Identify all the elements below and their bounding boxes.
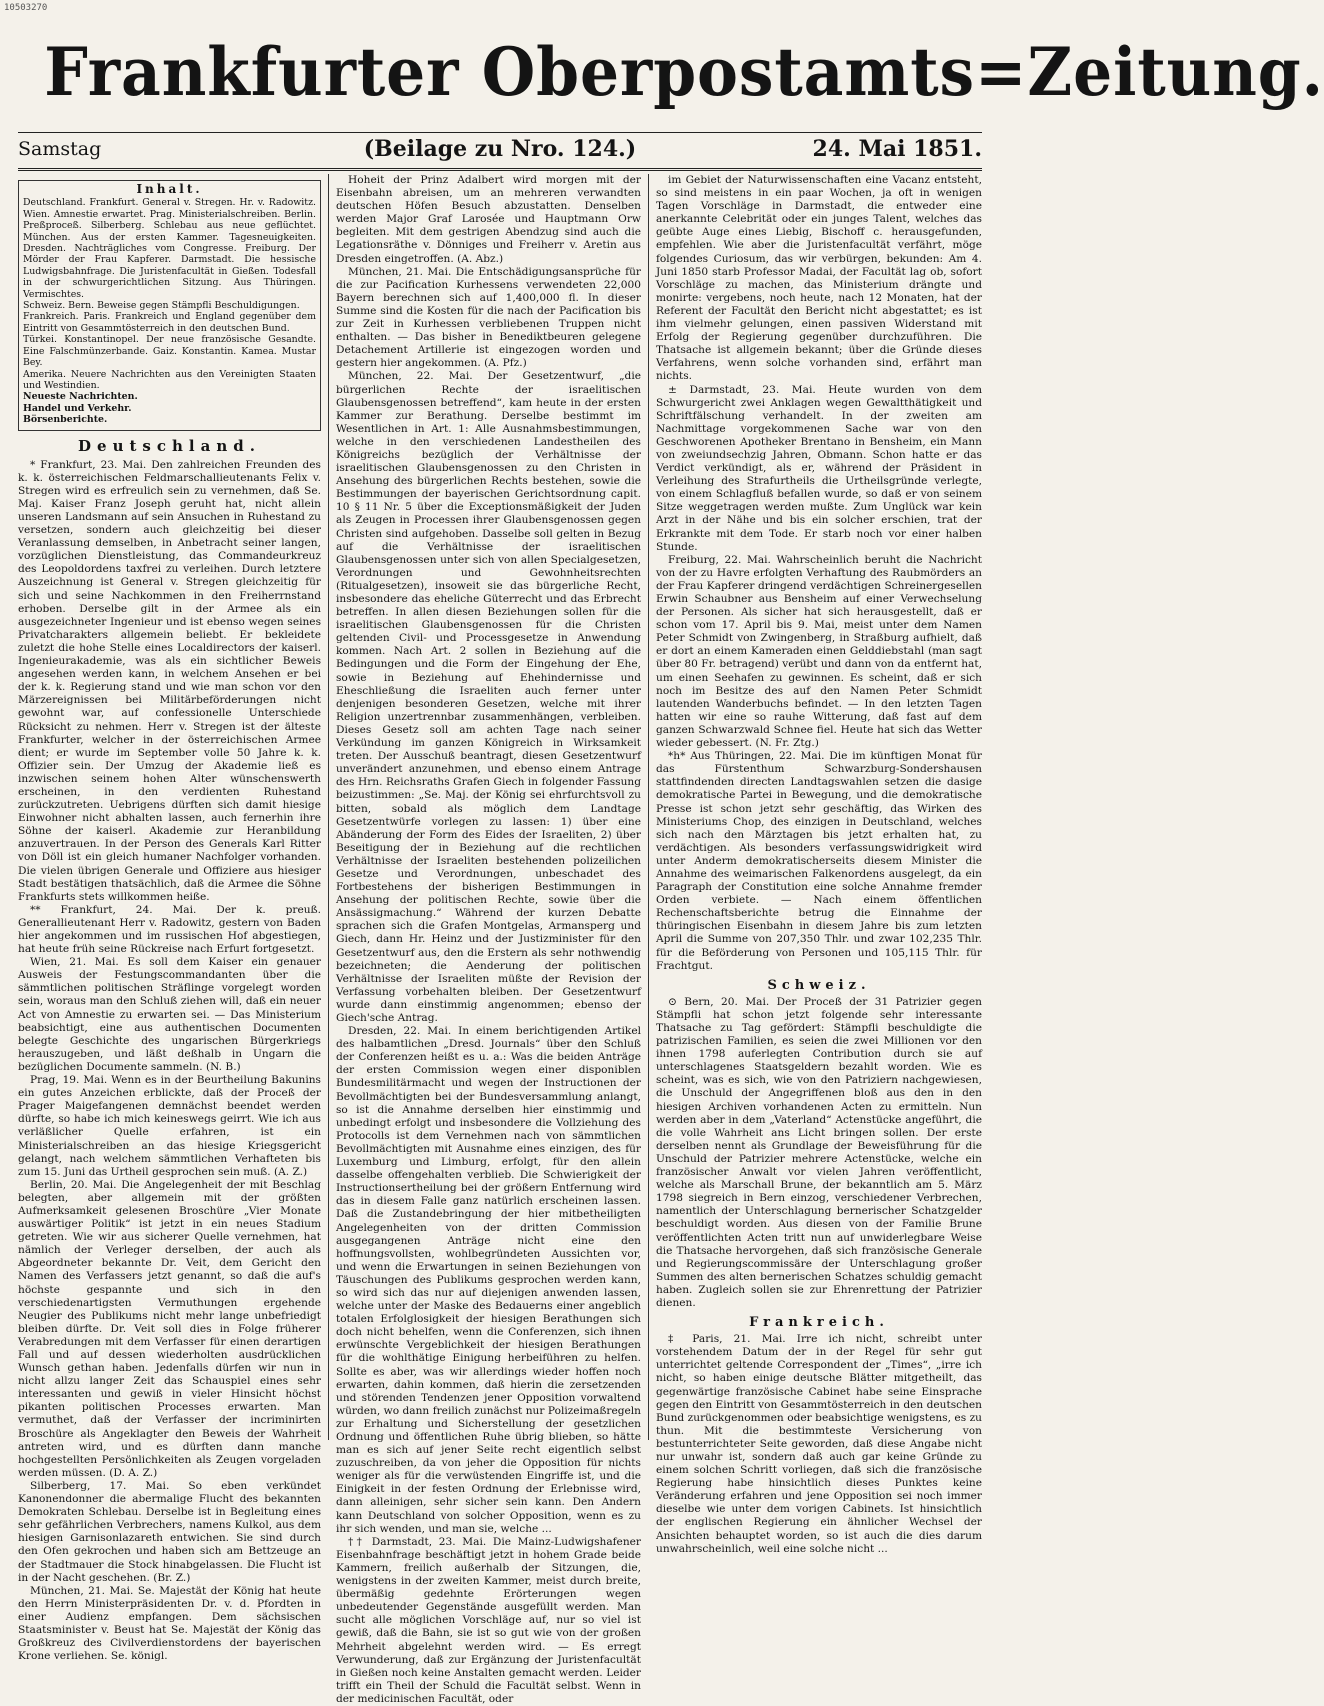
section-heading-deutschland: Deutschland. — [78, 436, 261, 455]
column-1 — [18, 174, 321, 1663]
article: Hoheit der Prinz Adalbert wird morgen mit der Eisenbahn abreisen, um an mehreren verwandten deutschen Höfen Besuch abzustatten. Denselben werden Major Graf Larosée und Hauptmann Orw begleiten. Mit dem gestrigen Abendzug sind auch die Legationsräthe v. Dönniges und Freiherr v. Aretin aus Dresden eingetroffen. (A. Abz.) — [336, 174, 641, 265]
article: *h* Aus Thüringen, 22. Mai. Die im künftigen Monat für das Fürstenthum Schwarzburg-Sondershausen stattfindenden directen Landtagswahlen setzen die dasige demokratische Partei in Bewegung, und die demokratische Presse ist schon jetzt sehr geschäftig, das Wirken des Ministeriums Chop, des einzigen in Deutschland, welches sich nach den Märztagen bis jetzt erhalten hat, zu verdächtigen. Als besonders verfassungswidrigkeit wird unter Anderm demokratischerseits diesem Minister die Annahme des weimarischen Falkenordens ausgelegt, da ein Paragraph der Constitution eine solche Annahme fremder Orden verbiete. — Nach einem öffentlichen Rechenschaftsberichte betrug die Einnahme der thüringischen Eisenbahn in diesem Jahre bis zum letzten April die Summe von 207,350 Thlr. und zwar 102,235 Thlr. für die Beförderung von Personen und 105,115 Thlr. für Frachtgut. — [656, 750, 982, 972]
article: Prag, 19. Mai. Wenn es in der Beurtheilung Bakunins ein gutes Anzeichen erblickte, daß der Proceß der Prager Maigefangenen demnächst beendet werden dürfte, so habe ich mich keineswegs geirrt. Wie ich aus verläßlicher Quelle erfahren, ist ein Ministerialschreiben an das hiesige Kriegsgericht gelangt, nach welchem sämmtlichen Verhafteten bis zum 15. Juni das Urtheil gesprochen sein muß. (A. Z.) — [18, 1074, 321, 1178]
dateline-date: 24. Mai 1851. — [812, 136, 982, 162]
dateline — [18, 136, 982, 164]
article: München, 21. Mai. Die Entschädigungsansprüche für die zur Pacification Kurhessens verwendeten 22,000 Bayern berechnen sich auf 1,400,000 fl. In dieser Summe sind die Kosten für die nach der Pacification bis zur Zeit in Kurhessen verbliebenen Truppen nicht enthalten. — Das bisher in Benediktbeuren gelegene Detachement Artillerie ist eingezogen worden und gestern hier angekommen. (A. Pfz.) — [336, 265, 641, 370]
article: München, 22. Mai. Der Gesetzentwurf, „die bürgerlichen Rechte der israelitischen Glaubensgenossen betreffend“, kam heute in der ersten Kammer zur Berathung. Derselbe bestimmt im Wesentlichen in Art. 1: Alle Ausnahmsbestimmungen, welche in den verschiedenen Landestheilen des Königreichs bezüglich der Verhältnisse der israelitischen Glaubensgenossen zu den Christen in Ansehung des bürgerlichen Rechts bestehen, sowie die Bestimmungen der bayerischen Gerichtsordnung capit. 10 § 11 Nr. 5 über die Exceptionsmäßigkeit der Juden als Zeugen in Processen ihrer Glaubensgenossen gegen Christen sind aufgehoben. Dasselbe soll gelten in Bezug auf die Verhältnisse der israelitischen Glaubensgenossen unter sich von allen Specialgesetzen, Verordnungen und Gewohnheitsrechten (Ritualgesetzen), insoweit sie das bürgerliche Recht, insbesondere das eheliche Güterrecht und das Erbrecht betreffen. In allen diesen Beziehungen sollen für die israelitischen Glaubensgenossen für die Christen geltenden Civil- und Processgesetze in Anwendung kommen. Nach Art. 2 sollen in Beziehung auf die Bedingungen und die Form der Eingehung der Ehe, sowie in Beziehung auf Ehehindernisse und Eheschließung die Israeliten auch ferner unter denjenigen besonderen Gesetzen, welche mit ihrer Religion unzertrennbar zusammenhängen, verbleiben. Dieses Gesetz soll am achten Tage nach seiner Verkündung im ganzen Königreich in Wirksamkeit treten. Der Ausschuß beantragt, diesen Gesetzentwurf unverändert anzunehmen, und ebenso einem Antrage des Hrn. Reichsraths Grafen Giech in folgender Fassung beizustimmen: „Se. Maj. der König sei ehrfurchtsvoll zu bitten, sobald als möglich dem Landtage Gesetzentwürfe vorlegen zu lassen: 1) über eine Abänderung der Form des Eides der Israeliten, 2) über Beseitigung der in Beziehung auf die rechtlichen Verhältnisse der Israeliten bestehenden polizeilichen Gesetze und Verordnungen, unbeschadet des Fortbestehens der bisherigen Bestimmungen in Ansehung der politischen Rechte, sowie über die Ansässigmachung.“ Während der kurzen Debatte sprachen sich die Grafen Montgelas, Armansperg und Giech, dann Hr. Heinz und der Justizminister für den Gesetzentwurf aus, den die Erstern als sehr nothwendig bezeichneten; die Aenderung der politischen Verhältnisse der Israeliten müßte der Revision der Verfassung vorbehalten bleiben. Der Gesetzentwurf wurde dann einstimmig angenommen; ebenso der Giech'sche Antrag. — [336, 370, 641, 1024]
section-heading-frankreich: Frankreich. — [749, 1315, 889, 1331]
archive-id: 10503270 — [4, 3, 48, 13]
toc-entry: Türkei. Konstantinopel. Der neue französische Gesandte. Eine Falschmünzerbande. Gaiz. Konstantin. Kamea. Mustar Bey. — [23, 334, 316, 369]
toc-entry: Börsenberichte. — [23, 414, 108, 426]
article: * Frankfurt, 23. Mai. Den zahlreichen Freunden des k. k. österreichischen Feldmarschallieutenants Felix v. Stregen wird es erfreulich sein zu vernehmen, daß Se. Maj. Kaiser Franz Joseph geruht hat, nicht allein unseren Landsmann auf sein Ansuchen in Ruhestand zu versetzen, sondern auch gleichzeitig bei dieser Veranlassung demselben, in Anbetracht seiner langen, vorzüglichen Dienstleistung, das Commandeurkreuz des Leopoldordens taxfrei zu verleihen. Durch letztere Auszeichnung ist General v. Stregen gleichzeitig für sich und seine Nachkommen in den Freiherrnstand erhoben. Derselbe gilt in der Armee als ein ausgezeichneter Ingenieur und ist ebenso wegen seines Privatcharakters allgemein beliebt. Er bekleidete zuletzt die hohe Stelle eines Localdirectors der kaiserl. Ingenieurakademie, was als ein sichtlicher Beweis angesehen werden kann, in welchem Ansehen er bei der k. k. Regierung stand und wie man schon vor den Märzereignissen bei Militärbeförderungen nicht gewohnt war, auf confessionelle Unterschiede Rücksicht zu nehmen. Herr v. Stregen ist der älteste Frankfurter, welcher in der österreichischen Armee dient; er wurde im September volle 50 Jahre k. k. Offizier sein. Der Umzug der Akademie ließ es inzwischen seinem hohen Alter wünschenswerth erscheinen, in den verdienten Ruhestand zurückzutreten. Uebrigens dürften sich damit hiesige Einwohner nicht abhalten lassen, auch fernerhin ihre Söhne der kaiserl. Akademie zur Heranbildung anzuvertrauen. In der Person des Generals Karl Ritter von Döll ist ein gleich humaner Nachfolger vorhanden. Die vielen übrigen Generale und Offiziere aus hiesiger Stadt bestätigen thatsächlich, daß die Armee die Söhne Frankfurts stets willkommen heiße. — [18, 458, 321, 903]
article: im Gebiet der Naturwissenschaften eine Vacanz entsteht, so sind meistens in ein paar Wochen, ja oft in wenigen Tagen Vorschläge in Darmstadt, die entweder eine anerkannte Celebrität oder ein junges Talent, welches das geübte Auge eines Liebig, Bischoff c. herausgefunden, empfehlen. Wie aber die Juristenfacultät verfährt, möge folgendes Curiosum, das wir verbürgen, bekunden: Am 4. Juni 1850 starb Professor Madai, der Facultät lag ob, sofort Vorschläge zu machen, das Ministerium drängte und monirte: vergebens, noch heute, nach 12 Monaten, hat der Referent der Facultät den Bericht nicht abgestattet; es ist ihm vielmehr gelungen, einen passiven Widerstand mit Erfolg der Regierung gegenüber durchzuführen. Die Thatsache ist allgemein bekannt; über die Gründe dieses Verfahrens, wenn solche vorhanden sind, erfährt man nichts. — [656, 174, 982, 383]
article: Silberberg, 17. Mai. So eben verkündet Kanonendonner die abermalige Flucht des bekannten Demokraten Schlebau. Derselbe ist in Begleitung eines sehr gefährlichen Verbrechers, namens Kulkol, aus dem hiesigen Garnisonlazareth entwichen. Sie sind durch den Ofen gekrochen und haben sich am Bettzeuge an der Stadtmauer die Stock hinabgelassen. Die Flucht ist in der Nacht geschehen. (Br. Z.) — [18, 1479, 321, 1584]
toc-heading: Inhalt. — [136, 182, 203, 196]
toc-entry: Frankreich. Paris. Frankreich und England gegenüber dem Eintritt von Gesammtösterreich in den deutschen Bund. — [23, 311, 316, 334]
article: München, 21. Mai. Se. Majestät der König hat heute den Herrn Ministerpräsidenten Dr. v. d. Pfordten in einer Audienz empfangen. Dem sächsischen Staatsminister v. Beust hat Se. Majestät der König das Großkreuz des Civilverdienstordens der bayerischen Krone verliehen. Se. königl. — [18, 1584, 321, 1663]
dateline-rule — [18, 168, 982, 171]
article: Wien, 21. Mai. Es soll dem Kaiser ein genauer Ausweis der Festungscommandanten über die sämmtlichen politischen Sträflinge vorgelegt worden sein, woraus man den Schluß ziehen will, daß ein neuer Act von Amnestie zu erwarten sei. — Das Ministerium beabsichtigt, eine aus authentischen Documenten belegte Geschichte des ungarischen Bürgerkriegs herauszugeben, und läßt deßhalb in Ungarn die bezüglichen Documente sammeln. (N. B.) — [18, 956, 321, 1073]
article: Freiburg, 22. Mai. Wahrscheinlich beruht die Nachricht von der zu Havre erfolgten Verhaftung des Raubmörders an der Frau Kapferer dringend verdächtigen Schreinergesellen Erwin Schaubner aus Bensheim auf einer Verwechselung der Personen. Als sicher hat sich herausgestellt, daß er schon vom 17. April bis 9. Mai, meist unter dem Namen Peter Schmidt von Zwingenberg, in Straßburg aufhielt, daß er dort an einem Kameraden einen Gelddiebstahl (man sagt über 80 Fr. betragend) verübt und dann von da entfernt hat, um einen Seehafen zu gewinnen. Es scheint, daß er sich noch im Besitze des auf den Namen Peter Schmidt lautenden Wanderbuchs befindet. — In den letzten Tagen hatten wir eine so rauhe Witterung, daß fast auf dem ganzen Schwarzwald Schnee fiel. Heute hat sich das Wetter wieder gebessert. (N. Fr. Ztg.) — [656, 553, 982, 750]
column-3 — [656, 174, 982, 1555]
toc-entry: Amerika. Neuere Nachrichten aus den Vereinigten Staaten und Westindien. — [23, 368, 316, 391]
article: ± Darmstadt, 23. Mai. Heute wurden von dem Schwurgericht zwei Anklagen wegen Gewaltthätigkeit und Schriftfälschung verhandelt. In der zweiten am Nachmittage vorgekommenen Sache war von den Geschworenen Apotheker Brentano in Bensheim, ein Mann von zweiundsechzig Jahren, Obmann. Schon hatte er das Verdict verkündigt, als er, während der Präsident in Verleihung des Strafurtheils die Urtheilsgründe verlegte, von einem Schlagfluß befallen wurde, so daß er von seinem Sitze weggetragen werden mußte. Zum Unglück war kein Arzt in der Nähe und bis ein solcher erschien, trat der Erkrankte mit dem Tode. Er starb noch vor einer halben Stunde. — [656, 383, 982, 553]
article: †† Darmstadt, 23. Mai. Die Mainz-Ludwigshafener Eisenbahnfrage beschäftigt jetzt in hohem Grade beide Kammern, freilich außerhalb der Sitzungen, die, wenigstens in der zweiten Kammer, meist durch breite, übermäßig gedehnte Erörterungen wegen unbedeutender Gegenstände ausgefüllt werden. Man sucht alle möglichen Vorschläge auf, nur so viel ist gewiß, daß die Bahn, sie ist so gut wie von der großen Mehrheit abgelehnt werden wird. — Es erregt Verwunderung, daß zur Ergänzung der Juristenfacultät in Gießen noch keine Anstalten gemacht werden. Leider trifft ein Theil der Schuld die Facultät selbst. Wenn in der medicinischen Facultät, oder — [336, 1535, 641, 1705]
toc-entry: Neueste Nachrichten. — [23, 391, 138, 403]
dateline-day: Samstag — [18, 138, 102, 160]
masthead-rule — [18, 132, 982, 133]
column-2 — [336, 174, 641, 1705]
article: ** Frankfurt, 24. Mai. Der k. preuß. Generallieutenant Herr v. Radowitz, gestern von Baden hier angekommen und im russischen Hof abgestiegen, hat heute früh seine Rückreise nach Erfurt fortgesetzt. — [18, 903, 321, 956]
article: ⊙ Bern, 20. Mai. Der Proceß der 31 Patrizier gegen Stämpfli hat schon jetzt folgende sehr interessante Thatsache zu Tag gefördert: Stämpfli beschuldigte die patrizischen Familien, es seien die zwei Millionen vor den ihnen 1798 auferlegten Contribution durch sie auf unterschlagenes Staatsgeldern bezahlt worden. Wie es scheint, was es sich, wie von den Patriziern nachgewiesen, die Unschuld der Angegriffenen bloß aus den in den hiesigen Archiven vorhandenen Acten zu ermitteln. Nun werden aber in dem „Vaterland“ Actenstücke angeführt, die die volle Wahrheit ans Licht bringen sollen. Der erste derselben nennt als Grundlage der Beweisführung für die Unschuld der Patrizier mehrere Actenstücke, welche ein französischer Anwalt vor vielen Jahren veröffentlicht, welche als Marschall Brune, der bekanntlich am 5. März 1798 siegreich in Bern einzog, verschiedener Verbrechen, namentlich der Unterschlagung bernerischer Schatzgelder beschuldigt worden. Aus diesen von der Familie Brune veröffentlichten Acten tritt nun auf unwiderlegbare Weise die Thatsache hervorgehen, daß sich französische Generale und Regierungscommissäre der Unterschlagung großer Summen des alten bernerischen Schatzes schuldig gemacht haben. Zugleich sollen sie zur Ehrenrettung der Patrizier dienen. — [656, 995, 982, 1309]
toc-entry: Deutschland. Frankfurt. General v. Stregen. Hr. v. Radowitz. Wien. Amnestie erwartet. Prag. Ministerialschreiben. Berlin. Preßproceß. Silberberg. Schlebau aus neue geflüchtet. München. Aus der ersten Kammer. Tagesneuigkeiten. Dresden. Nachträgliches vom Congresse. Freiburg. Der Mörder der Frau Kapferer. Darmstadt. Die hessische Ludwigsbahnfrage. Die Juristenfacultät in Gießen. Todesfall in der schwurgerichtlichen Sitzung. Aus Thüringen. Vermischtes. — [23, 197, 316, 300]
dateline-supplement: (Beilage zu Nro. 124.) — [363, 136, 637, 162]
article: Berlin, 20. Mai. Die Angelegenheit der mit Beschlag belegten, aber allgemein mit der größten Aufmerksamkeit gelesenen Broschüre „Vier Monate auswärtiger Politik“ ist jetzt in ein neues Stadium getreten. Wie wir aus sicherer Quelle vernehmen, hat nämlich der Verleger derselben, der auch als Abgeordneter bekannte Dr. Veit, dem Gericht den Namen des Verfassers jetzt genannt, so daß die auf's höchste gespannte und sich in den verschiedenartigsten Vermuthungen ergehende Neugier des Publikums nicht mehr lange unbefriedigt bleiben dürfte. Dr. Veit soll dies in Folge früherer Verabredungen mit dem Verfasser für einen derartigen Fall und auf dessen wiederholten ausdrücklichen Wunsch gethan haben. Jedenfalls dürfen wir nun in nicht allzu langer Zeit das Schauspiel eines sehr interessanten und gewiß in vieler Hinsicht höchst pikanten politischen Processes erwarten. Man vermuthet, daß der Verfasser der incriminirten Broschüre als Angeklagter den Beweis der Wahrheit antreten wird, und es dürften dann manche hochgestellten Persönlichkeiten als Zeugen vorgeladen werden müssen. (D. A. Z.) — [18, 1178, 321, 1479]
section-heading-schweiz: Schweiz. — [767, 977, 871, 993]
article: ‡ Paris, 21. Mai. Irre ich nicht, schreibt unter vorstehendem Datum der in der Regel für sehr gut unterrichtet geltende Correspondent der „Times“, „irre ich nicht, so haben einige deutsche Blätter mitgetheilt, das gegenwärtige französische Cabinet habe seine Einsprache gegen den Eintritt von Gesammtösterreich in den deutschen Bund zurückgenommen oder beabsichtige wenigstens, es zu thun. Mit die bestimmteste Versicherung von bestunterrichteter Seite geworden, daß diese Angabe nicht nur unwahr ist, sondern daß auch gar keine Gründe zu einem solchen Schritt vorliegen, daß sich die französische Regierung habe hinsichtlich dieses Punktes keine Veränderung erfahren und jene Opposition sei noch immer dieselbe wie unter dem vorigen Cabinets. Ist hinsichtlich der englischen Regierung ein ähnlicher Wechsel der Ansichten behauptet worden, so ist auch die dies darum unwahrscheinlich, weil eine solche nicht ... — [656, 1333, 982, 1555]
toc-entry: Schweiz. Bern. Beweise gegen Stämpfli Beschuldigungen. — [23, 300, 300, 312]
article-columns — [18, 174, 982, 1705]
article: Dresden, 22. Mai. In einem berichtigenden Artikel des halbamtlichen „Dresd. Journals“ über den Schluß der Conferenzen heißt es u. a.: Was die beiden Anträge der ersten Commission wegen einer disponiblen Bundesmilitärmacht und wegen der Instructionen der Bevollmächtigten bei der Bundesversammlung anlangt, so ist die Annahme derselben hier einstimmig und unbedingt erfolgt und insbesondere die Vollziehung des Protocolls ist dem Vernehmen nach von sämmtlichen Bevollmächtigten mit Ausnahme eines einzigen, des für Luxemburg und Limburg, erfolgt, für den allein dasselbe offengehalten verblieb. Die Schwierigkeit der Instructionsertheilung bei der größern Entfernung wird das in diesem Falle ganz natürlich erscheinen lassen. Daß die Zustandebringung der hier mitbetheiligten Angelegenheiten von der dritten Commission ausgegangenen Anträge nicht eine den hoffnungsvollsten, wohlbegründeten Aussichten vor, und wenn die Erwartungen in seinen Beziehungen von Täuschungen des Publikums gesprochen werden kann, so wird sich das nur auf diejenigen anwenden lassen, welche unter der Maske des Bedauerns einer angeblich totalen Erfolglosigkeit der hiesigen Berathungen sich doch nicht behelfen, wenn die Conferenzen, sich ihnen erwünschte Vergeblichkeit der hiesigen Berathungen für die wohlthätige Einigung herbeiführen zu helfen. Sollte es aber, was wir allerdings wieder hoffen noch erwarten, dahin kommen, daß hierin die zersetzenden und störenden Tendenzen jener Opposition vorwaltend würden, wo dann freilich zunächst nur Polizeimaßregeln zur Erhaltung und Sicherstellung der gesetzlichen Ordnung und öffentlichen Ruhe übrig blieben, so hätte man es sich auf jener Seite recht eigentlich selbst zuzuschreiben, da von jeher die Opposition für nichts weniger als für die verwüstenden Eingriffe ist, und die Einigkeit in der festen Ordnung der Erlebnisse wird, dann alleinigen, sehr sicher sein kann. Den Andern kann Deutschland von solcher Opposition, wenn es zu ihr sich wenden, und man sie, welche ... — [336, 1025, 641, 1535]
toc-entry: Handel und Verkehr. — [23, 402, 132, 414]
masthead-title: Frankfurter Oberpostamts=Zeitung. — [44, 33, 1324, 111]
table-of-contents — [18, 180, 321, 431]
